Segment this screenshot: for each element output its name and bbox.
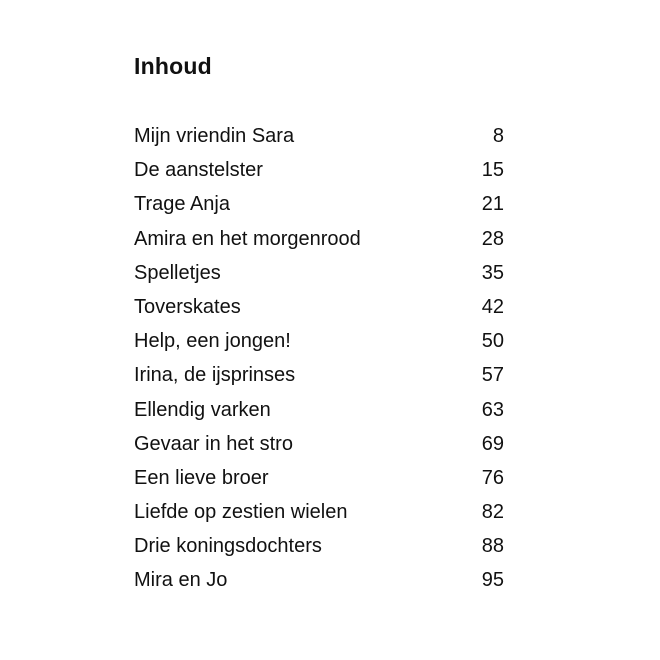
toc-chapter-title: Toverskates <box>134 295 241 318</box>
toc-page-number: 15 <box>481 159 504 182</box>
toc-entry <box>134 358 504 392</box>
toc-chapter-title: Trage Anja <box>134 193 230 216</box>
toc-page-number: 95 <box>481 569 504 592</box>
toc-page-number: 50 <box>481 330 504 353</box>
toc-page-number: 69 <box>481 432 504 455</box>
toc-entry <box>134 222 504 256</box>
toc-entry <box>134 290 504 324</box>
toc-entry <box>134 495 504 529</box>
toc-page-number: 21 <box>481 193 504 216</box>
toc-page-number: 28 <box>481 227 504 250</box>
toc-chapter-title: Drie koningsdochters <box>134 535 322 558</box>
toc-chapter-title: Spelletjes <box>134 261 221 284</box>
toc-page-number: 8 <box>492 125 504 147</box>
toc-entry <box>134 461 504 495</box>
toc-page-number: 35 <box>481 261 504 284</box>
toc-entry <box>134 324 504 358</box>
toc-page-number: 42 <box>481 295 504 318</box>
toc-page-number: 88 <box>481 535 504 558</box>
toc-chapter-title: Mira en Jo <box>134 569 228 592</box>
toc-chapter-title: Mijn vriendin Sara <box>134 125 295 147</box>
toc-list <box>134 119 504 598</box>
toc-chapter-title: Amira en het morgenrood <box>134 227 361 250</box>
toc-chapter-title: Een lieve broer <box>134 466 269 489</box>
toc-entry <box>134 427 504 461</box>
toc-entry <box>134 119 504 153</box>
toc-page-number: 57 <box>481 364 504 387</box>
toc-entry <box>134 256 504 290</box>
toc-entry <box>134 563 504 597</box>
toc-chapter-title: De aanstelster <box>134 159 263 182</box>
toc-page-number: 63 <box>481 398 504 421</box>
toc-entry <box>134 529 504 563</box>
toc-page-number: 82 <box>481 501 504 524</box>
toc-page-number: 76 <box>481 466 504 489</box>
toc-chapter-title: Help, een jongen! <box>134 330 291 353</box>
toc-chapter-title: Ellendig varken <box>134 398 271 421</box>
toc-chapter-title: Liefde op zestien wielen <box>134 501 348 524</box>
toc-chapter-title: Gevaar in het stro <box>134 432 293 455</box>
toc-entry <box>134 187 504 221</box>
toc-entry <box>134 393 504 427</box>
toc-chapter-title: Irina, de ijsprinses <box>134 364 296 387</box>
toc-entry <box>134 153 504 187</box>
toc-heading: Inhoud <box>134 53 212 79</box>
